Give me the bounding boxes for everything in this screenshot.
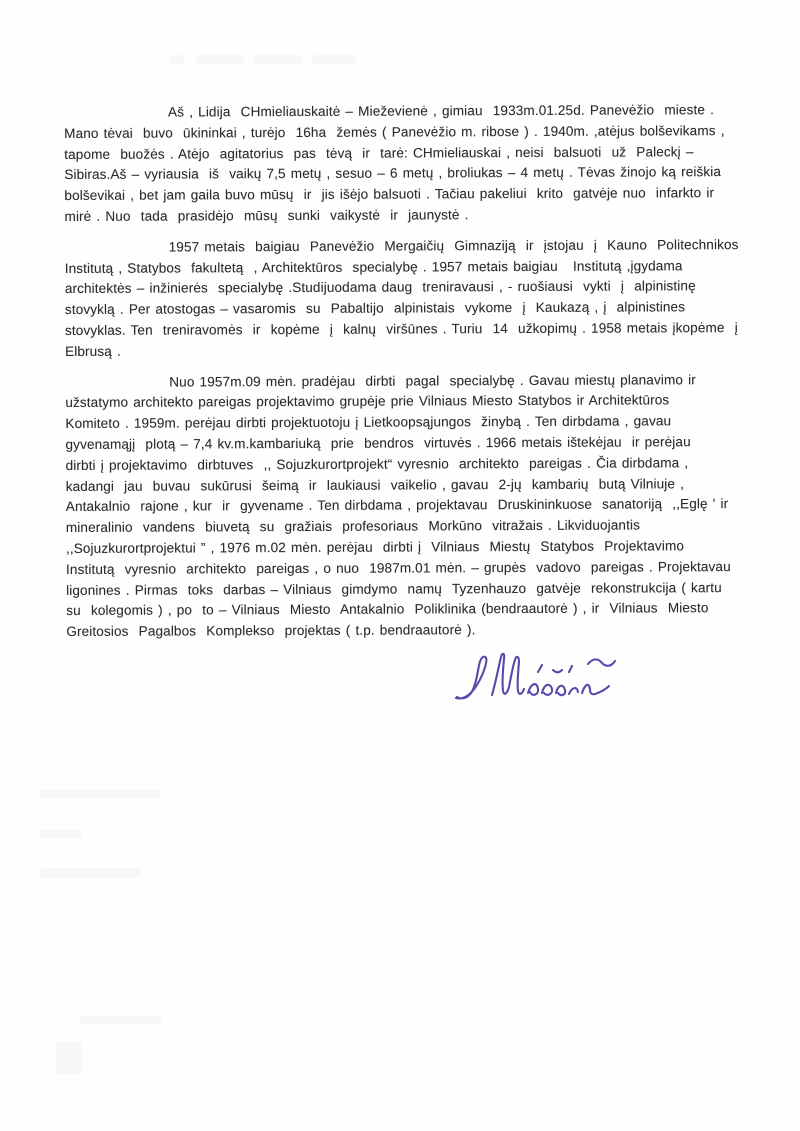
text-line: užstatymo architekto pareigas projektavimo grupėje prie Vilniaus Miesto Statybos ir Architektūros: [65, 392, 670, 411]
text-line: mirė . Nuo tada prasidėjo mūsų sunki vaikystė ir jaunystė .: [64, 207, 469, 224]
text-line: Antakalnio rajone , kur ir gyvename . Ten dirbdama , projektavau Druskininkuose sanatoriją ,,Eglę ' ir: [65, 496, 729, 515]
text-line: Nuo 1957m.09 mėn. pradėjau dirbti pagal specialybę . Gavau miestų planavimo ir: [169, 371, 696, 390]
text-line: Greitosios Pagalbos Komplekso projektas ( t.p. bendraautorė ).: [66, 622, 476, 640]
text-line: Mano tėvai buvo ūkininkai , turėjo 16ha žemės ( Panevėžio m. ribose ) . 1940m. ,atėjus bolševikams ,: [64, 122, 725, 141]
signature-icon: [452, 646, 648, 710]
text-line: 1957 metais baigiau Panevėžio Mergaičių Gimnaziją ir įstojau į Kauno Politechnikos: [168, 236, 739, 255]
paragraph-3: [65, 370, 758, 643]
scan-artifact: [254, 55, 302, 64]
handwritten-signature: [452, 646, 648, 710]
text-line: kadangi jau buvau sukūrusi šeimą ir laukiausi vaikelio , gavau 2-jų kambarių butą Vilniuje ,: [65, 475, 685, 494]
scan-artifact: [40, 790, 160, 799]
text-line: Komiteto . 1959m. perėjau dirbti projektuotoju į Lietkoopsąjungos žinybą . Ten dirbdama , gavau: [65, 413, 672, 432]
scan-artifact: [40, 868, 140, 878]
scan-artifact: [196, 55, 244, 64]
scan-artifact: [312, 55, 356, 64]
text-line: mineralinio vandens biuvetą su gražiais profesoriaus Morkūno vitražais . Likviduojantis: [65, 517, 641, 536]
scan-artifact: [80, 1016, 162, 1024]
text-line: ,,Sojuzkurortprojektui ” , 1976 m.02 mėn. perėjau dirbti į Vilniaus Miestų Statybos Projektavimo: [65, 538, 685, 556]
scan-artifact: [56, 1042, 82, 1074]
document-body: [64, 100, 758, 643]
text-line: Aš , Lidija CHmieliauskaitė – Mieževienė , gimiau 1933m.01.25d. Panevėžio mieste .: [168, 102, 714, 120]
scan-artifact: [170, 55, 184, 64]
text-line: su kolegomis ) , po to – Vilniaus Miesto Antakalnio Poliklinika (bendraautorė ) , ir Vilniaus Miesto: [66, 600, 709, 619]
scan-artifact: [40, 830, 82, 839]
text-line: tapome buožės . Atėjo agitatorius pas tėvą ir tarė: CHmieliauskai , neisi balsuoti už Paleckį –: [64, 143, 694, 162]
text-line: Elbrusą .: [65, 343, 121, 359]
text-line: architektės – inžinierės specialybę .Studijuodama daug treniravausi , - ruošiausi vykti į alpinistinę: [64, 278, 696, 297]
text-line: gyvenamąjį plotą – 7,4 kv.m.kambariuką prie bendros virtuvės . 1966 metais ištekėjau ir perėjau: [65, 434, 691, 452]
text-line: Institutą vyresnio architekto pareigas , o nuo 1987m.01 mėn. – grupės vadovo pareigas . Projektavau: [66, 558, 731, 577]
text-line: Sibiras.Aš – vyriausia iš vaikų 7,5 metų , sesuo – 6 metų , broliukas – 4 metų . Tėvas žinojo ką reiškia: [64, 164, 722, 183]
text-line: dirbti į projektavimo dirbtuves ,, Sojuzkurortprojekt“ vyresnio architekto pareigas . Čia dirbdama ,: [65, 455, 689, 473]
text-line: ligonines . Pirmas toks darbas – Vilniaus gimdymo namų Tyzenhauzo gatvėje rekonstrukcija ( kartu: [66, 579, 722, 598]
text-line: stovyklas. Ten treniravomės ir kopėme į kalnų viršūnes . Turiu 14 užkopimų . 1958 metais įkopėme į: [64, 320, 738, 338]
text-line: Institutą , Statybos fakultetą , Architektūros specialybę . 1957 metais baigiau Institutą ,įgydama: [64, 257, 683, 276]
text-line: stovyklą . Per atostogas – vasaromis su Pabaltijo alpinistais vykome į Kaukazą , į alpinistines: [64, 299, 686, 318]
paragraph-1: [64, 100, 757, 228]
text-line: bolševikai , bet jam gaila buvo mūsų ir jis išėjo balsuoti . Tačiau pakeliui krito gatvėje nuo infarkto ir: [64, 185, 715, 204]
paragraph-2: [65, 235, 758, 363]
